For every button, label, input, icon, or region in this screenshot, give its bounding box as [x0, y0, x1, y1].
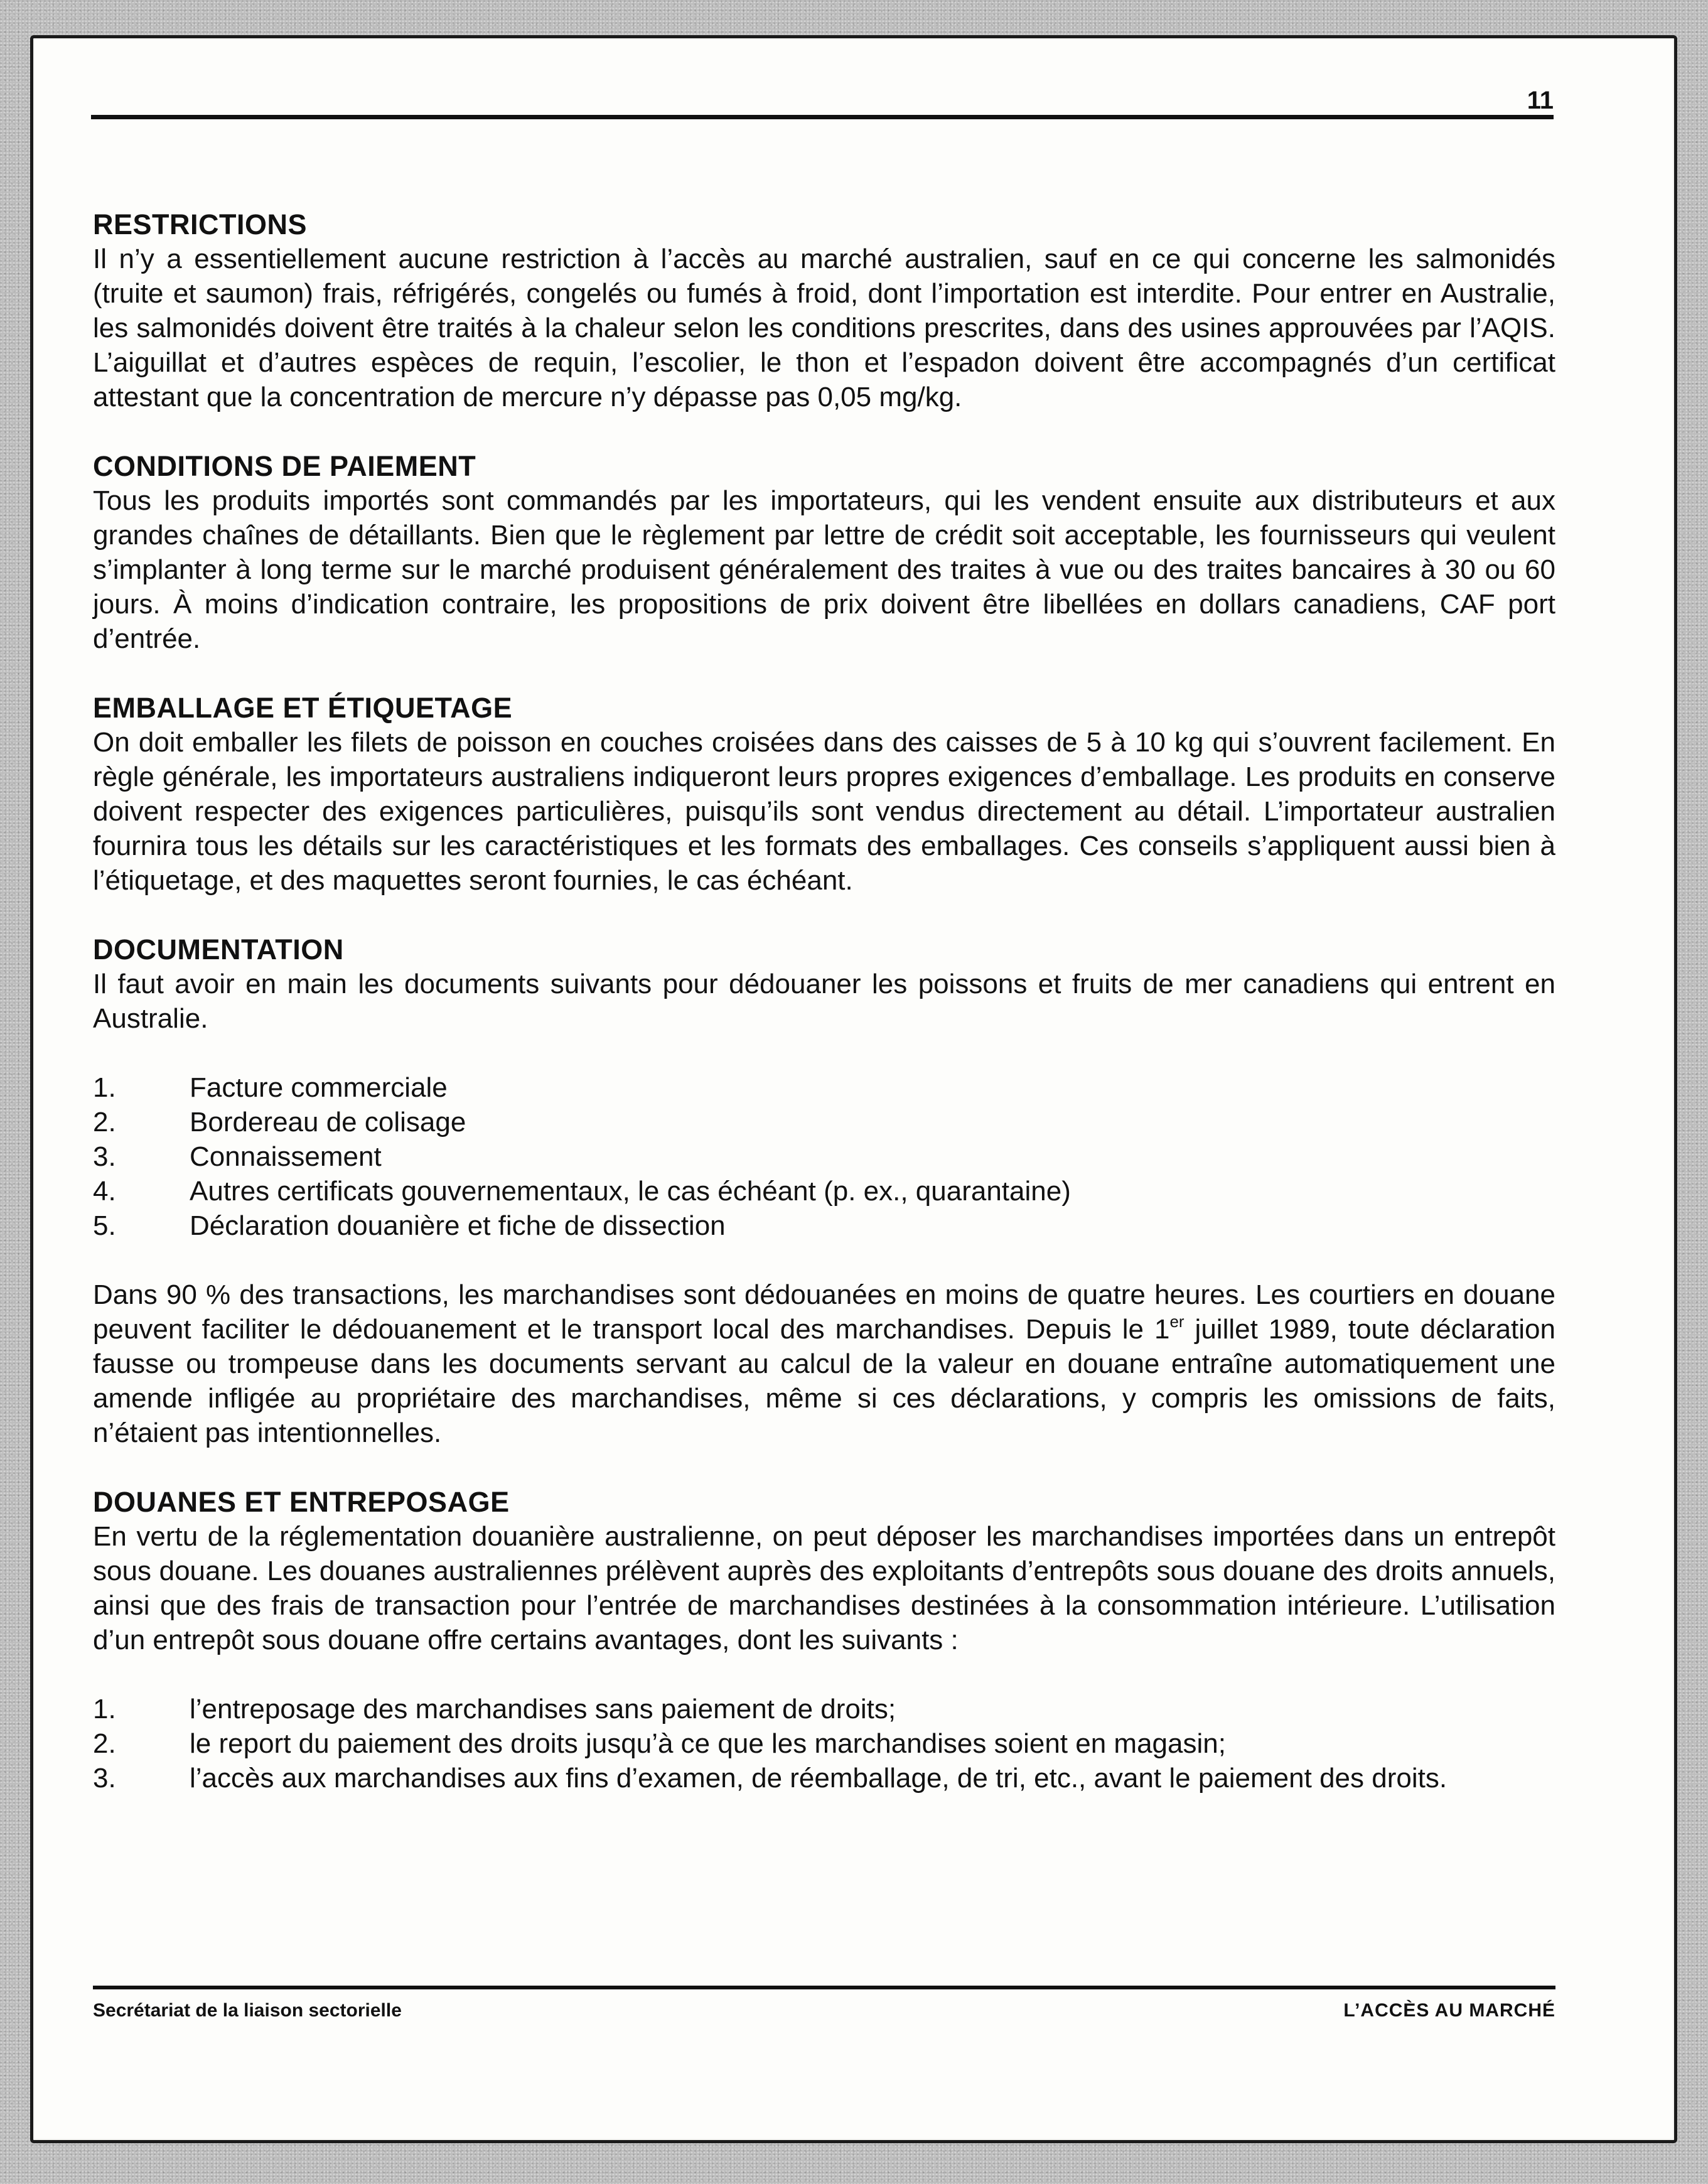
documentation-closing-part1: Dans 90 % des transactions, les marchandises sont dédouanées en moins de quatre heures. Les courtiers en douane peuvent faciliter le dédouanement et le transport local des marchandises. Depuis le 1 — [93, 1279, 1555, 1345]
section-customs — [93, 1485, 1555, 1795]
list-item — [93, 1726, 1555, 1761]
list-item — [93, 1070, 1555, 1105]
footer-publisher: Secrétariat de la liaison sectorielle — [93, 2000, 402, 2021]
list-item — [93, 1174, 1555, 1208]
section-body-payment: Tous les produits importés sont commandés par les importateurs, qui les vendent ensuite aux distributeurs et aux grandes chaînes de détaillants. Bien que le règlement par lettre de crédit soit acceptable, les fournisseurs qui veulent s’implanter à long terme sur le marché produisent généralement des traites à vue ou des traites bancaires à 30 ou 60 jours. À moins d’indication contraire, les propositions de prix doivent être libellées en dollars canadiens, CAF port d’entrée. — [93, 485, 1555, 654]
section-heading-payment: CONDITIONS DE PAIEMENT — [93, 450, 476, 482]
list-item — [93, 1208, 1555, 1243]
documentation-intro: Il faut avoir en main les documents suivants pour dédouaner les poissons et fruits de mer canadiens qui entrent en Australie. — [93, 969, 1555, 1034]
list-item-number: 4. — [93, 1176, 116, 1207]
section-heading-customs: DOUANES ET ENTREPOSAGE — [93, 1486, 510, 1518]
list-item-number: 2. — [93, 1728, 116, 1759]
list-item-text: Facture commerciale — [190, 1072, 448, 1103]
list-item-number: 1. — [93, 1072, 116, 1103]
list-item — [93, 1105, 1555, 1139]
documentation-list — [93, 1070, 1555, 1243]
ordinal-superscript: er — [1169, 1312, 1184, 1331]
list-item-number: 3. — [93, 1763, 116, 1794]
list-item-text: le report du paiement des droits jusqu’à ce que les marchandises soient en magasin; — [190, 1728, 1226, 1759]
list-item-text: l’accès aux marchandises aux fins d’examen, de réemballage, de tri, etc., avant le paiement des droits. — [190, 1763, 1448, 1794]
section-heading-documentation: DOCUMENTATION — [93, 933, 344, 966]
documentation-closing — [93, 1278, 1555, 1450]
footer-publication-title: L’ACCÈS AU MARCHÉ — [1343, 2000, 1555, 2021]
list-item-number: 2. — [93, 1107, 116, 1138]
section-body-customs: En vertu de la réglementation douanière australienne, on peut déposer les marchandises importées dans un entrepôt sous douane. Les douanes australiennes prélèvent auprès des exploitants d’entrepôts sous douane des droits annuels, ainsi que des frais de transaction pour l’entrée de marchandises destinées à la consommation intérieure. L’utilisation d’un entrepôt sous douane offre certains avantages, dont les suivants : — [93, 1521, 1555, 1655]
header-rule — [91, 115, 1554, 119]
documentation-closing-part2: juillet 1989, toute déclaration fausse ou trompeuse dans les documents servant au calcul de la valeur en douane entraîne automatiquement une amende infligée au propriétaire des marchandises, même si ces déclarations, y compris les omissions de faits, n’étaient pas intentionnelles. — [93, 1314, 1555, 1448]
list-item-number: 5. — [93, 1210, 116, 1241]
customs-list — [93, 1692, 1555, 1795]
list-item-text: Autres certificats gouvernementaux, le cas échéant (p. ex., quarantaine) — [190, 1176, 1071, 1207]
list-item-text: l’entreposage des marchandises sans paiement de droits; — [190, 1694, 896, 1724]
section-body-restrictions: Il n’y a essentiellement aucune restriction à l’accès au marché australien, sauf en ce qui concerne les salmonidés (truite et saumon) frais, réfrigérés, congelés ou fumés à froid, dont l’importation est interdite. Pour entrer en Australie, les salmonidés doivent être traités à la chaleur selon les conditions prescrites, dans des usines approuvées par l’AQIS. L’aiguillat et d’autres espèces de requin, l’escolier, le thon et l’espadon doivent être accompagnés d’un certificat attestant que la concentration de mercure n’y dépasse pas 0,05 mg/kg. — [93, 244, 1555, 412]
list-item-text: Déclaration douanière et fiche de dissection — [190, 1210, 726, 1241]
section-heading-packaging: EMBALLAGE ET ÉTIQUETAGE — [93, 692, 513, 724]
list-item — [93, 1139, 1555, 1174]
section-restrictions — [93, 207, 1555, 414]
page-number: 11 — [1527, 87, 1554, 114]
footer-rule — [93, 1986, 1555, 1989]
section-payment — [93, 449, 1555, 656]
list-item-number: 1. — [93, 1694, 116, 1724]
list-item-text: Connaissement — [190, 1141, 382, 1172]
list-item — [93, 1692, 1555, 1726]
page-content — [93, 207, 1555, 1830]
list-item-number: 3. — [93, 1141, 116, 1172]
section-packaging — [93, 691, 1555, 898]
section-documentation — [93, 932, 1555, 1450]
section-body-packaging: On doit emballer les filets de poisson en couches croisées dans des caisses de 5 à 10 kg qui s’ouvrent facilement. En règle générale, les importateurs australiens indiqueront leurs propres exigences d’emballage. Les produits en conserve doivent respecter des exigences particulières, puisqu’ils sont vendus directement au détail. L’importateur australien fournira tous les détails sur les caractéristiques et les formats des emballages. Ces conseils s’appliquent aussi bien à l’étiquetage, et des maquettes seront fournies, le cas échéant. — [93, 727, 1555, 896]
section-heading-restrictions: RESTRICTIONS — [93, 208, 308, 240]
list-item-text: Bordereau de colisage — [190, 1107, 466, 1138]
list-item — [93, 1761, 1555, 1795]
